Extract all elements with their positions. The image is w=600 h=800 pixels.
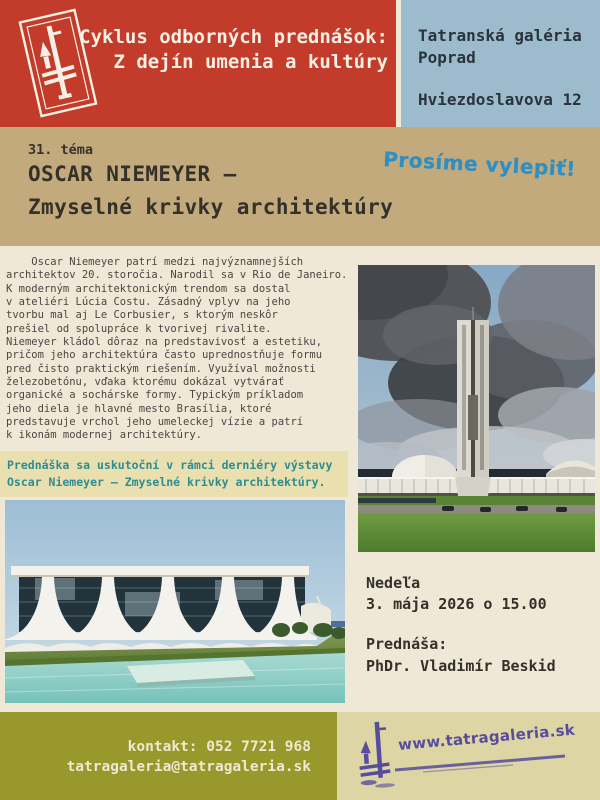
paragraph-line: organické a sochárske formy. Typickým príkladom bbox=[6, 389, 304, 402]
paragraph-line: k ikonám modernej architektúry. bbox=[6, 429, 202, 442]
gallery-address-box bbox=[401, 0, 600, 127]
series-line2: Z dejín umenia a kultúry bbox=[113, 51, 388, 73]
footer-website-box bbox=[337, 712, 600, 800]
contact-phone: kontakt: 052 7721 968 bbox=[127, 739, 311, 755]
contact-block bbox=[67, 737, 311, 777]
poster-title-line2: Zmyselné krivky architektúry bbox=[28, 195, 394, 219]
footer-contact-band bbox=[0, 712, 337, 800]
paragraph-line: železobetónu, vďaka ktorému dokázal vytvárať bbox=[6, 376, 285, 389]
exhibition-notice-text: Prednáška sa uskutoční v rámci derniéry výstavy Oscar Niemeyer — Zmyselné krivky architektúry. bbox=[7, 458, 333, 489]
website-underline-stroke bbox=[393, 752, 573, 774]
gallery-address: Hviezdoslavova 12 bbox=[418, 90, 582, 109]
paragraph-line: Oscar Niemeyer patrí medzi najvýznamnejších bbox=[6, 256, 304, 268]
paragraph-line: prešiel od spolupráce k tvorivej rivalite. bbox=[6, 322, 272, 335]
lecture-series-title bbox=[79, 25, 388, 75]
theme-number: 31. téma bbox=[28, 142, 94, 158]
title-band bbox=[0, 127, 600, 246]
header-red-band bbox=[0, 0, 396, 127]
paragraph-line: jeho diela je hlavné mesto Brasília, ktoré bbox=[6, 402, 272, 415]
contact-email: tatragaleria@tatragaleria.sk bbox=[66, 759, 311, 775]
national-congress-brasilia-photo bbox=[358, 265, 595, 552]
paragraph-line: Niemeyer kládol dôraz na predstavivosť a estetiku, bbox=[6, 336, 323, 349]
lecturer-label: Prednáša: bbox=[366, 635, 448, 653]
palacio-da-alvorada-photo bbox=[5, 500, 345, 703]
lecturer-name: PhDr. Vladimír Beskid bbox=[366, 657, 556, 675]
paragraph-line: tvorbu mal aj Le Corbusier, s ktorým neskôr bbox=[6, 309, 278, 322]
paragraph-line: architektov 20. storočia. Narodil sa v Rio de Janeiro. bbox=[6, 269, 348, 282]
exhibition-notice-box bbox=[0, 451, 348, 497]
please-post-stamp: Prosíme vylepiť! bbox=[382, 147, 577, 182]
paragraph-line: pričom jeho architektúra často uprednostňuje formu bbox=[6, 349, 323, 362]
body-paragraph bbox=[6, 256, 347, 443]
website-url: www.tatragaleria.sk bbox=[397, 720, 576, 754]
gallery-name-line1: Tatranská galéria bbox=[418, 26, 582, 45]
series-line1: Cyklus odborných prednášok: bbox=[79, 26, 388, 48]
paragraph-line: predstavuje vrchol jeho umeleckej vízie a patrí bbox=[6, 416, 304, 429]
event-day: Nedeľa bbox=[366, 574, 421, 592]
gallery-name-line2: Poprad bbox=[418, 48, 476, 67]
event-datetime: 3. mája 2026 o 15.00 bbox=[366, 595, 547, 613]
poster-title-line1: OSCAR NIEMEYER — bbox=[28, 162, 237, 186]
paragraph-line: v ateliéri Lúcia Costu. Zásadný vplyv na jeho bbox=[6, 296, 291, 309]
paragraph-line: K moderným architektonickým trendom sa dostal bbox=[6, 282, 291, 295]
paragraph-line: pred čisto praktickým riešením. Využíval možnosti bbox=[6, 362, 316, 375]
